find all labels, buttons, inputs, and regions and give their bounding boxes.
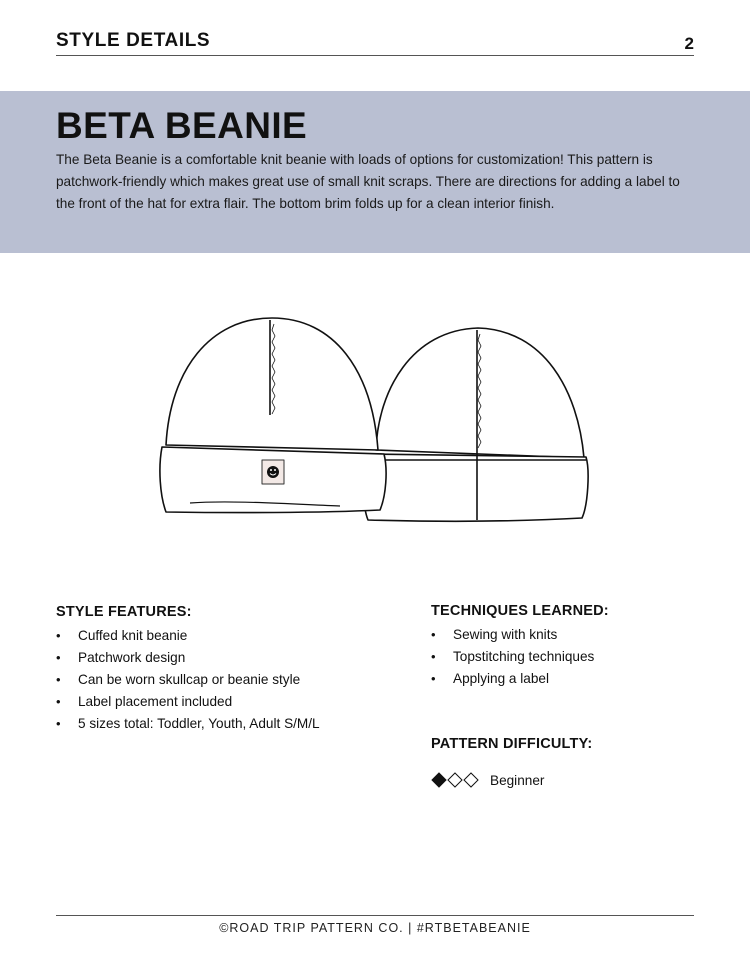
page-footer: ©ROAD TRIP PATTERN CO. | #RTBETABEANIE — [56, 915, 694, 935]
difficulty-rating — [431, 770, 681, 792]
techniques-title: TECHNIQUES LEARNED: — [431, 603, 609, 619]
difficulty-level: Beginner — [490, 773, 545, 788]
pattern-description: The Beta Beanie is a comfortable knit beanie with loads of options for customization! This pattern is patchwork-friendly which makes great use of small knit scraps. There are directions for adding a label to the front of the hat for extra flair. The bottom brim folds up for a clean interior finish. — [56, 152, 680, 211]
style-features — [56, 604, 386, 735]
style-features-list — [56, 625, 386, 735]
beanie-illustration — [150, 300, 600, 540]
list-item: • Cuffed knit beanie — [56, 625, 386, 647]
empty-diamond-icon — [464, 773, 478, 787]
pattern-title: BETA BEANIE — [56, 105, 308, 146]
list-item: • Label placement included — [56, 691, 386, 713]
hero-banner — [0, 91, 750, 253]
filled-diamond-icon — [432, 773, 446, 787]
difficulty-title: PATTERN DIFFICULTY: — [431, 736, 593, 752]
page-number: 2 — [684, 34, 694, 53]
patchwork-beanie-icon — [364, 328, 588, 521]
smiley-label-icon — [262, 460, 284, 484]
techniques-learned — [431, 603, 711, 690]
list-item: • Can be worn skullcap or beanie style — [56, 669, 386, 691]
section-title: STYLE DETAILS — [56, 30, 211, 51]
beanie-drawing-icon — [150, 300, 600, 540]
list-item: • Applying a label — [431, 668, 711, 690]
style-features-title: STYLE FEATURES: — [56, 604, 192, 620]
difficulty-diamonds-icon — [431, 770, 481, 790]
list-item: • Sewing with knits — [431, 624, 711, 646]
list-item: • Patchwork design — [56, 647, 386, 669]
list-item: • 5 sizes total: Toddler, Youth, Adult S/M/L — [56, 713, 386, 735]
techniques-list — [431, 624, 711, 690]
empty-diamond-icon — [448, 773, 462, 787]
list-item: • Topstitching techniques — [431, 646, 711, 668]
page-header — [56, 30, 694, 56]
